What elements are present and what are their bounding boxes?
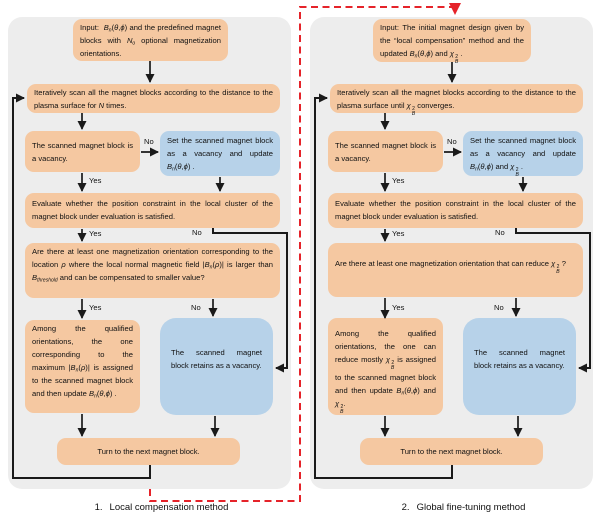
box-vacancy-check-global: The scanned magnet block is a vacancy. (328, 131, 443, 172)
caption-local-method (20, 502, 303, 513)
box-retain-vacancy-global: The scanned magnet block retains as a vacancy. (463, 318, 576, 415)
label-yes: Yes (89, 303, 102, 312)
box-iterate-local: Iteratively scan all the magnet blocks according to the distance to the plasma surface for N times. (27, 84, 280, 113)
label-no: No (144, 137, 154, 146)
box-set-vacancy-global: Set the scanned magnet block as a vacancy and update $B_n(\theta,\phi)$ and χ 2 B . (463, 131, 583, 176)
box-orientation-question-local: Are there at least one magnetization orientation corresponding to the location ρ where the local normal magnetic field $|B_n(\rho)|$ is larger than $B_{threshold}$ and can be compensated to smaller value? (25, 243, 280, 298)
box-set-vacancy-local: Set the scanned magnet block as a vacancy and update $B_n(\theta,\phi)$ . (160, 131, 280, 176)
caption-text: Local compensation method (109, 502, 229, 513)
caption-global-method (322, 502, 600, 513)
label-yes: Yes (89, 229, 102, 238)
box-input-global: Input: The initial magnet design given by the “local compensation” method and the updated $B_n(\theta,\phi)$ and χ 2 B . (373, 19, 531, 62)
box-next-block-global: Turn to the next magnet block. (360, 438, 543, 465)
box-retain-vacancy-local: The scanned magnet block retains as a vacancy. (160, 318, 273, 415)
box-evaluate-local: Evaluate whether the position constraint in the local cluster of the magnet block under evaluation is satisfied. (25, 193, 280, 228)
box-input-local: Input: $B_n(\theta,\phi)$ and the predefined magnet blocks with $N_o$ optional magnetization orientations. (73, 19, 228, 61)
box-next-block-local: Turn to the next magnet block. (57, 438, 240, 465)
box-vacancy-check-local: The scanned magnet block is a vacancy. (25, 131, 140, 172)
label-yes: Yes (89, 176, 102, 185)
caption-number: 2. (401, 502, 410, 513)
label-no: No (192, 228, 202, 237)
label-no: No (495, 228, 505, 237)
box-assign-global: Among the qualified orientations, the one can reduce mostly χ 2 B is assigned to the scanned magnet block and then update $B_n(\theta,\phi)$ and χ 2 B . (328, 318, 443, 415)
box-assign-local: Among the qualified orientations, the one corresponding to the maximum $|B_n(\rho)|$ is assigned to the scanned magnet block and then update $B_n(\theta,\phi)$ . (25, 320, 140, 413)
label-no: No (494, 303, 504, 312)
box-orientation-question-global: Are there at least one magnetization orientation that can reduce χ 2 B ? (328, 243, 583, 297)
label-yes: Yes (392, 229, 405, 238)
caption-number: 1. (94, 502, 103, 513)
label-yes: Yes (392, 303, 405, 312)
caption-text: Global fine-tuning method (416, 502, 526, 513)
label-no: No (447, 137, 457, 146)
box-evaluate-global: Evaluate whether the position constraint in the local cluster of the magnet block under evaluation is satisfied. (328, 193, 583, 228)
label-no: No (191, 303, 201, 312)
label-yes: Yes (392, 176, 405, 185)
box-iterate-global: Iteratively scan all the magnet blocks according to the distance to the plasma surface until χ 2 B converges. (330, 84, 583, 113)
